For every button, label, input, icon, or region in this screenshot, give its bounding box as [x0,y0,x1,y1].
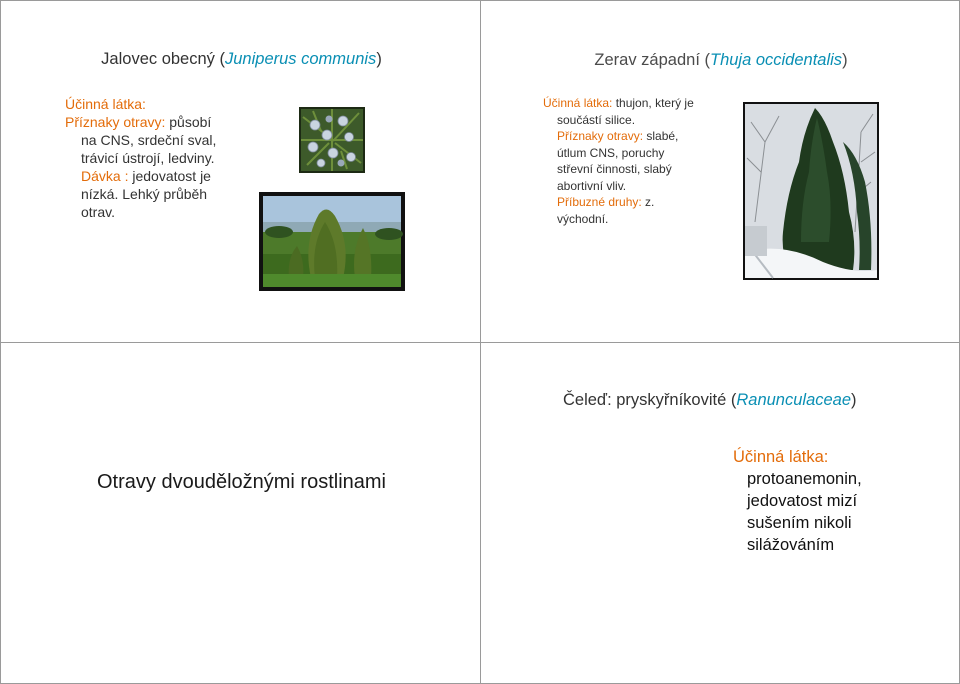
section-title: Otravy dvouděložnými rostlinami [97,471,386,493]
title-latin: Juniperus communis [225,50,377,68]
dose-label: Dávka : [81,168,129,184]
dose-text-3: otrav. [81,204,115,220]
slide-ranunculaceae [480,342,960,684]
juniper-berries-photo [299,107,365,173]
juniper-shrubs-photo [259,192,405,291]
symptoms-text-3: trávicí ústrojí, ledviny. [81,150,215,166]
title-prefix: Čeleď: pryskyřníkovité ( [563,391,737,409]
active-label: Účinná látka: [543,96,613,110]
related-label: Příbuzné druhy: [557,195,642,209]
slide-body [733,446,933,556]
slide-body [65,95,265,221]
slide-juniper [0,0,481,343]
active-line-2: jedovatost mizí [747,492,858,510]
title-prefix: Zerav západní ( [594,51,710,69]
symptoms-text-2: útlum CNS, poruchy [557,145,665,160]
slide-section-title [0,342,481,684]
title-latin: Ranunculaceae [736,391,852,409]
symptoms-text-3: střevní činnosti, slabý [557,162,672,176]
active-line-3: sušením nikoli [747,514,852,532]
slide-title [481,51,960,70]
slide-title [1,50,481,69]
symptoms-label: Příznaky otravy: [65,114,166,130]
title-suffix: ) [376,50,382,68]
related-text-1: z. [641,195,655,209]
active-label: Účinná látka: [733,448,829,466]
symptoms-text-2: na CNS, srdeční sval, [81,132,217,148]
active-line-4: silážováním [747,536,835,554]
slide-thuja [480,0,960,343]
active-label: Účinná látka: [65,96,146,112]
title-suffix: ) [842,51,848,69]
slide-title [563,391,857,410]
symptoms-text-1: slabé, [643,129,679,143]
thuja-tree-photo [743,102,879,280]
active-text-2: součástí silice. [557,112,636,127]
symptoms-text-1: působí [165,114,212,130]
title-latin: Thuja occidentalis [709,51,843,69]
dose-text-1: jedovatost je [128,168,211,184]
title-suffix: ) [851,391,857,409]
title-prefix: Jalovec obecný ( [101,50,225,68]
dose-text-2: nízká. Lehký průběh [81,186,208,202]
symptoms-label: Příznaky otravy: [557,129,644,143]
symptoms-text-4: abortivní vliv. [557,178,627,193]
active-line-1: protoanemonin, [747,470,862,488]
active-text-1: thujon, který je [612,96,694,110]
related-text-2: východní. [557,211,609,226]
slide-body [543,95,733,227]
